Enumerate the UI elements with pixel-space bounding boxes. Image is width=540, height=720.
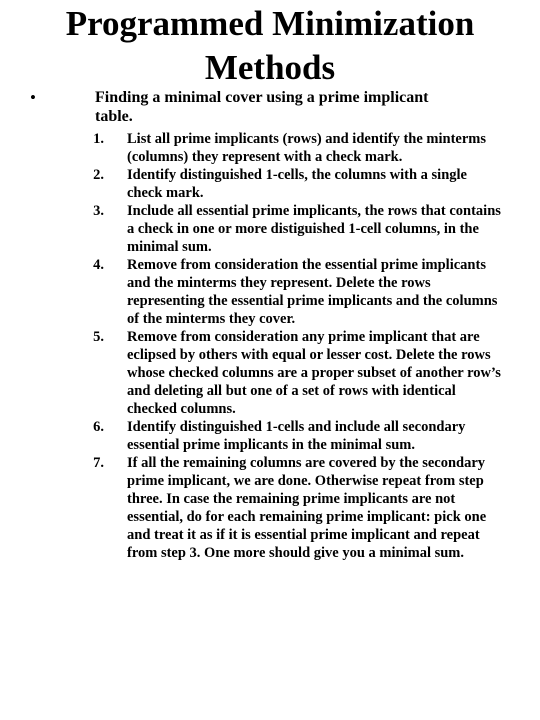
bullet-marker: •: [30, 88, 36, 107]
step-item: [0, 454, 540, 562]
step-item: [0, 256, 540, 328]
step-number: 1.: [93, 131, 104, 147]
step-item: [0, 328, 540, 418]
step-item: [0, 202, 540, 256]
step-text: Remove from consideration any prime implicant that are eclipsed by others with equal or lesser cost. Delete the rows whose checked columns are a proper subset of another row’s and deleting all but one of a set of rows with identical checked columns.: [127, 329, 501, 417]
step-text: Include all essential prime implicants, the rows that contains a check in one or more distiguished 1-cell columns, in the minimal sum.: [127, 203, 501, 255]
step-item: [0, 418, 540, 454]
slide-title: [0, 2, 540, 90]
step-text: List all prime implicants (rows) and identify the minterms (columns) they represent with a check mark.: [127, 131, 486, 165]
step-item: [0, 130, 540, 166]
step-number: 4.: [93, 257, 104, 273]
bullet-text: Finding a minimal cover using a prime implicant table.: [95, 89, 429, 125]
step-number: 5.: [93, 329, 104, 345]
step-text: Remove from consideration the essential prime implicants and the minterms they represent. Delete the rows representing the essential prime implicants and the columns of the minterms they cover.: [127, 257, 498, 327]
step-number: 2.: [93, 167, 104, 183]
steps-list: [0, 130, 540, 562]
slide-title-line-2: Methods: [204, 48, 336, 87]
step-number: 3.: [93, 203, 104, 219]
step-text: If all the remaining columns are covered by the secondary prime implicant, we are done. Otherwise repeat from step three. In case the remaining prime implicants are not essential, do for each remaining prime implicant: pick one and treat it as if it is essential prime implicant and repeat from step 3. One more should give you a minimal sum.: [127, 455, 487, 561]
step-number: 7.: [93, 455, 104, 471]
step-text: Identify distinguished 1-cells and include all secondary essential prime implicants in the minimal sum.: [127, 419, 466, 453]
step-number: 6.: [93, 419, 104, 435]
step-item: [0, 166, 540, 202]
slide-title-line-1: Programmed Minimization: [65, 4, 475, 43]
step-text: Identify distinguished 1-cells, the columns with a single check mark.: [127, 167, 467, 201]
